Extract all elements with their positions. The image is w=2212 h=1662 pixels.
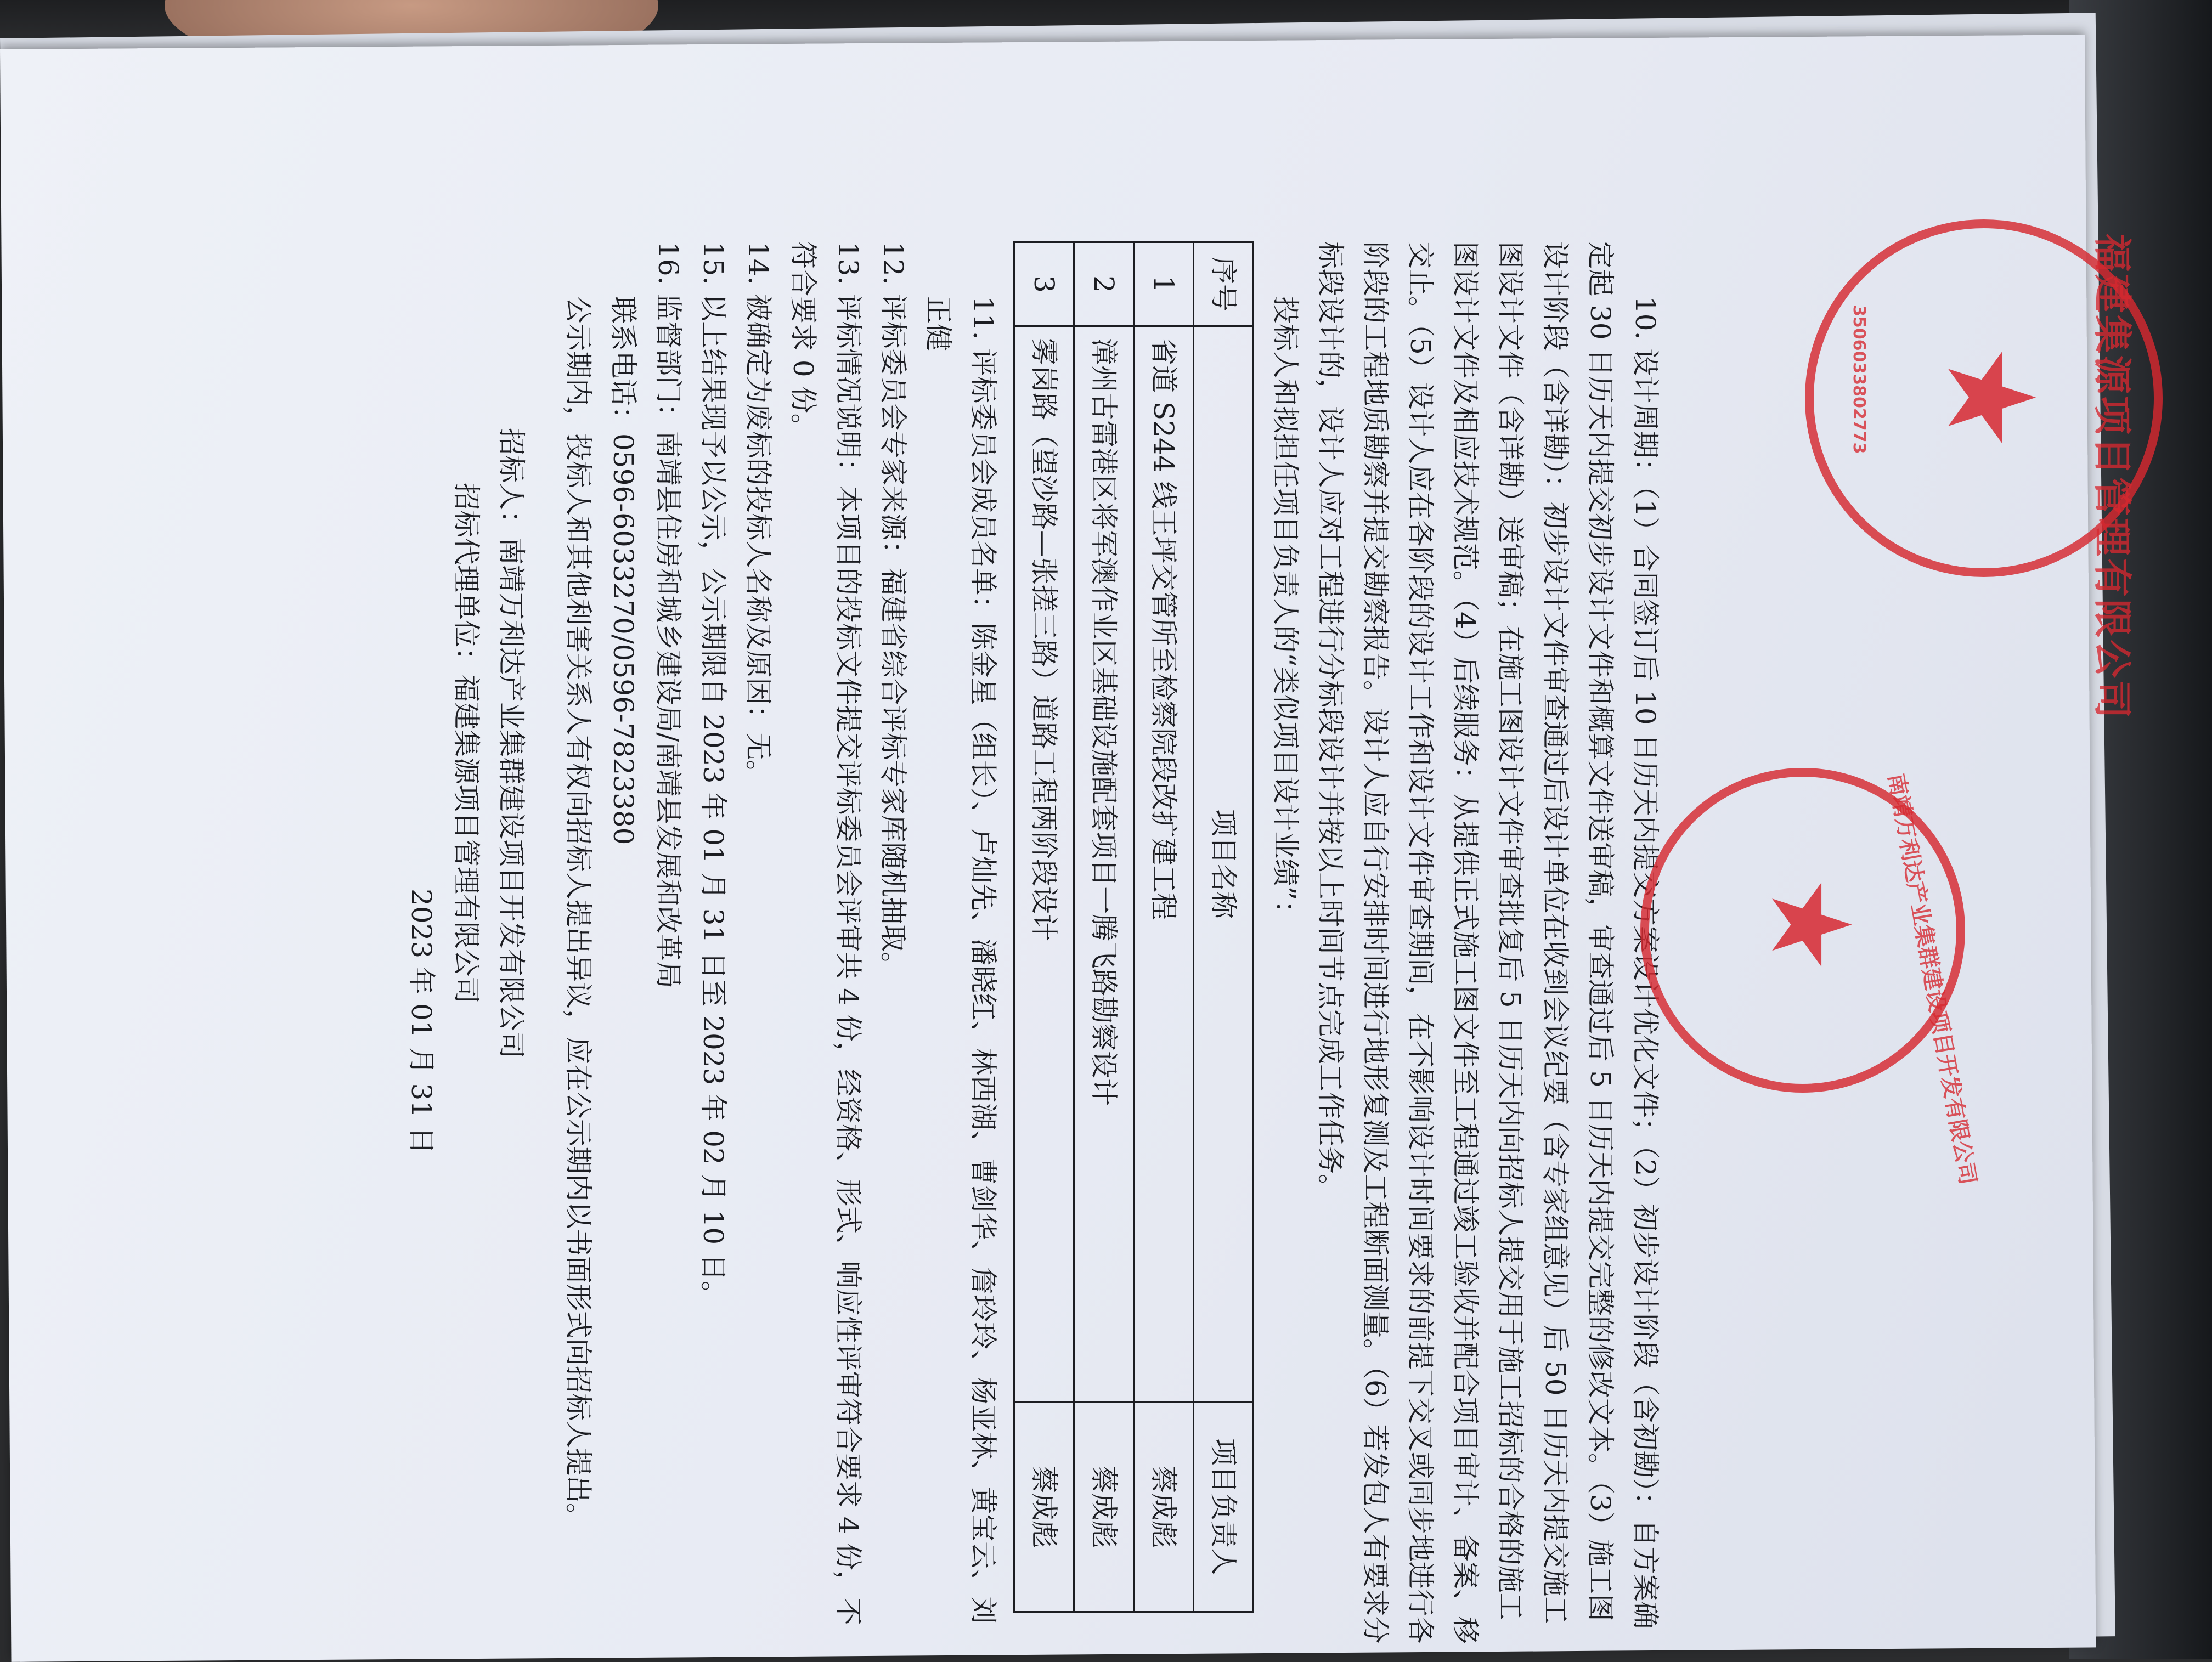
header-project-lead: 项目负责人 bbox=[1194, 1402, 1254, 1612]
row-project-name: 省道 S244 线王坪交管所至检察院段改扩建工程 bbox=[1134, 326, 1194, 1402]
table-header-row bbox=[1194, 242, 1254, 1612]
row-no: 1 bbox=[1134, 242, 1194, 326]
seal-star-icon: ★ bbox=[1920, 343, 2061, 452]
item-publicity-period: 15. 以上结果现予以公示，公示期限自 2023 年 01 月 31 日至 2023 年 02 月 10 日。 bbox=[697, 241, 729, 1309]
header-project-name: 项目名称 bbox=[1194, 326, 1254, 1402]
paragraph-design-period: 10. 设计周期：（1）合同签订后 10 日历天内提交方案设计优化文件；（2）初步设计阶段（含初勘）：自方案确定起 30 日历天内提交初步设计文件和概算文件送审稿，审查通过后 5 日历天内提交完整的修改文本。（3）施工图设计阶段（含详勘）：初步设计文件审查通过后设计单位在收到会议纪要（含专家组意见）后 50 日历天内提交施工图设计文件（含详勘）送审稿；在施工图设计文件审查批复后 5 日历天内向招标人提交用于施工招标的合格的施工图设计文件及相应技术规范。（4）后续服务：从提供正式施工图文件至工程通过竣工验收并配合项目审计、备案、移交止。（5）设计人应在各阶段的设计工作和设计文件审查期间，在不影响设计时间要求的前提下交叉或同步地进行各阶段的工程地质勘察并提交勘察报告。设计人应自行安排时间进行地形复测及工程断面测量。（6）若发包人有要求分标段设计的，设计人应对工程进行分标段设计并按以上时间节点完成工作任务。 bbox=[1314, 241, 1661, 1644]
table-intro: 投标人和拟担任项目负责人的“类似项目设计业绩”： bbox=[1269, 296, 1301, 928]
tenderer-seal bbox=[1640, 768, 1981, 1187]
header-no: 序号 bbox=[1194, 242, 1254, 326]
row-project-lead: 蔡成彪 bbox=[1014, 1402, 1074, 1612]
table-row bbox=[1134, 242, 1194, 1612]
table-row bbox=[1074, 242, 1134, 1612]
signature-tenderer: 招标人：南靖万利达产业集群建设项目开发有限公司 bbox=[495, 428, 527, 1059]
item-committee-members: 11. 评标委员会成员名单：陈金星（组长）、卢灿先、潘晓红、林西湖、曹剑华、詹玲玲、杨亚林、黄宝云、刘正健 bbox=[922, 296, 999, 1624]
row-project-name: 漳州古雷港区将军澳作业区基础设施配套项目一腾飞路勘察设计 bbox=[1074, 326, 1134, 1402]
row-project-lead: 蔡成彪 bbox=[1074, 1402, 1134, 1612]
item-rejected-bids: 14. 被确定为废标的投标人名称及原因：无。 bbox=[742, 241, 774, 788]
item-expert-source: 12. 评标委员会专家来源：福建省综合评标专家库随机抽取。 bbox=[877, 241, 909, 980]
item-evaluation-summary: 13. 评标情况说明：本项目的投标文件提交评标委员会评审共 4 份，经资格、形式、响应性评审符合要求 4 份，不符合要求 0 份。 bbox=[787, 241, 864, 1625]
seal-star-icon: ★ bbox=[1746, 875, 1874, 974]
row-project-name: 雾岗路（望沙路—张搓三路）道路工程两阶段设计 bbox=[1014, 326, 1074, 1402]
row-no: 2 bbox=[1074, 242, 1134, 326]
seal-ring-text: 南靖万利达产业集群建设项目开发有限公司 bbox=[1883, 771, 1981, 1187]
contact-phone: 联系电话：0596-6033270/0596-7823380 bbox=[607, 296, 639, 845]
row-no: 3 bbox=[1014, 242, 1074, 326]
objection-notice: 公示期内，投标人和其他利害关系人有权向招标人提出异议，应在公示期内以书面形式向招标人提出。 bbox=[562, 296, 594, 1530]
seal-code: 3506033802773 bbox=[1849, 305, 1869, 454]
signature-date: 2023 年 01 月 31 日 bbox=[405, 889, 437, 1154]
agent-seal bbox=[1805, 219, 2163, 721]
row-project-lead: 蔡成彪 bbox=[1134, 1402, 1194, 1612]
table-row bbox=[1014, 242, 1074, 1612]
seal-ring-text: 福建集源项目管理有限公司 bbox=[2090, 234, 2135, 721]
signature-agent: 招标代理单位：福建集源项目管理有限公司 bbox=[450, 483, 482, 1004]
item-supervision: 16. 监督部门：南靖县住房和城乡建设局/南靖县发展和改革局 bbox=[652, 241, 684, 989]
document-content bbox=[132, 241, 1668, 1646]
performance-table bbox=[1013, 241, 1254, 1613]
